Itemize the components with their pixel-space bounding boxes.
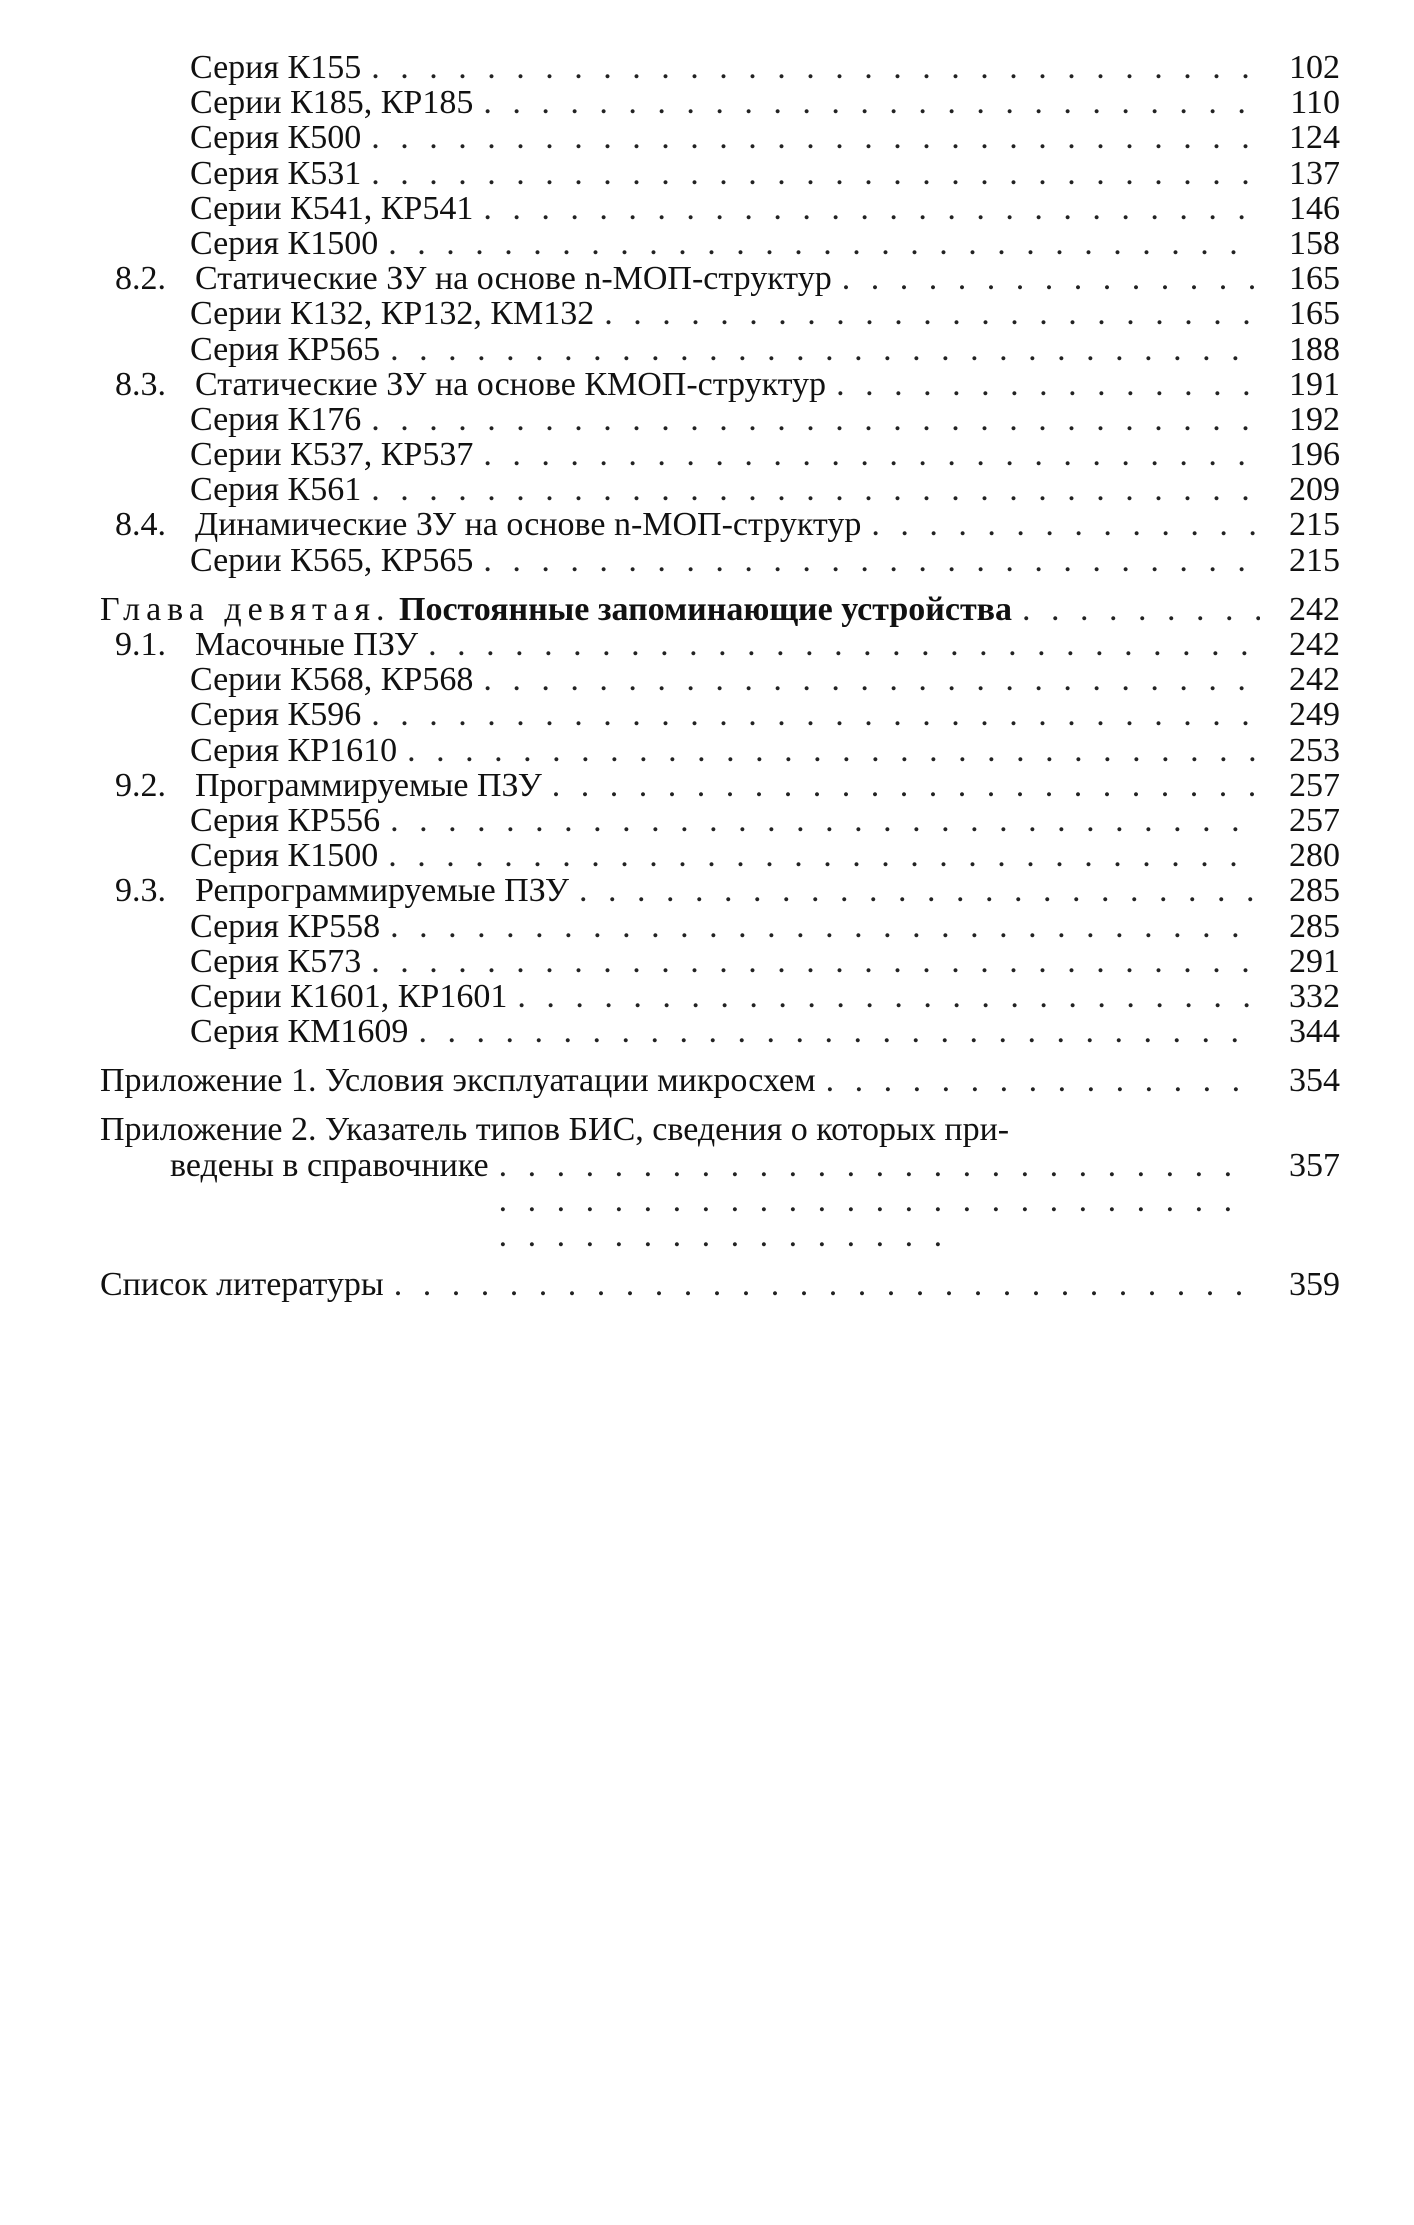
dot-leader <box>394 1267 1260 1302</box>
page-number: 191 <box>1289 365 1340 403</box>
appendix-1 <box>100 1063 1340 1098</box>
chapter-prefix: Глава девятая. <box>100 590 391 628</box>
dot-leader <box>483 437 1260 472</box>
dot-leader <box>517 979 1260 1014</box>
dot-leader <box>604 296 1260 331</box>
section-number: 8.2. <box>115 260 166 298</box>
series-entry <box>100 909 1340 944</box>
page-number: 124 <box>1289 119 1340 157</box>
dot-leader <box>371 697 1260 732</box>
entry-title: Динамические ЗУ на основе n-МОП-структур <box>195 506 862 544</box>
dot-leader <box>388 226 1260 261</box>
toc-section-9 <box>100 627 1340 1049</box>
chapter-heading <box>100 592 1340 627</box>
entry-title: Программируемые ПЗУ <box>195 766 542 804</box>
entry-title: Серии К537, КР537 <box>190 436 474 474</box>
entry-title: Серия К531 <box>190 154 362 192</box>
series-entry <box>100 733 1340 768</box>
page-number: 344 <box>1289 1013 1340 1051</box>
series-entry <box>100 156 1340 191</box>
section-number: 9.2. <box>115 766 166 804</box>
dot-leader <box>483 543 1260 578</box>
section-number: 9.1. <box>115 626 166 663</box>
entry-title: Серия К1500 <box>190 837 379 875</box>
section-entry <box>100 627 1340 662</box>
section-entry <box>100 261 1340 296</box>
entry-title: Серии К565, КР565 <box>190 541 474 579</box>
page-number: 285 <box>1289 872 1340 910</box>
section-entry <box>100 768 1340 803</box>
entry-title: Репрограммируемые ПЗУ <box>195 872 569 910</box>
entry-title: Серия КР556 <box>190 801 381 839</box>
dot-leader <box>483 85 1260 120</box>
appendix-2 <box>100 1112 1340 1253</box>
series-entry <box>100 226 1340 261</box>
page-number: 209 <box>1289 471 1340 509</box>
section-entry <box>100 367 1340 402</box>
references-title: Список литературы <box>100 1266 384 1304</box>
dot-leader <box>499 1148 1260 1254</box>
page-number: 188 <box>1289 330 1340 368</box>
dot-leader <box>371 402 1260 437</box>
series-entry <box>100 296 1340 331</box>
dot-leader <box>483 191 1260 226</box>
page-number: 146 <box>1289 189 1340 227</box>
toc-section-8 <box>100 50 1340 578</box>
page-number: 242 <box>1289 626 1340 663</box>
dot-leader <box>371 120 1260 155</box>
page-number: 257 <box>1289 801 1340 839</box>
entry-title: Серия К155 <box>190 49 362 86</box>
series-entry <box>100 191 1340 226</box>
entry-title: Серия КР565 <box>190 330 381 368</box>
dot-leader <box>871 507 1260 542</box>
series-entry <box>100 402 1340 437</box>
dot-leader <box>390 909 1260 944</box>
dot-leader <box>371 472 1260 507</box>
page-number: 137 <box>1289 154 1340 192</box>
dot-leader <box>1022 592 1260 627</box>
series-entry <box>100 1014 1340 1049</box>
dot-leader <box>407 733 1260 768</box>
page-number: 285 <box>1289 907 1340 945</box>
dot-leader <box>826 1063 1260 1098</box>
page-number: 253 <box>1289 731 1340 769</box>
dot-leader <box>371 50 1260 85</box>
entry-title: Серия К176 <box>190 400 362 438</box>
series-entry <box>100 437 1340 472</box>
series-entry <box>100 332 1340 367</box>
entry-title: Серии К132, КР132, КМ132 <box>190 295 595 333</box>
series-entry <box>100 543 1340 578</box>
series-entry <box>100 979 1340 1014</box>
page-number: 165 <box>1289 295 1340 333</box>
appendix-1-title: Приложение 1. Условия эксплуатации микросхем <box>100 1062 816 1100</box>
section-entry <box>100 507 1340 542</box>
page-number: 215 <box>1289 541 1340 579</box>
series-entry <box>100 838 1340 873</box>
entry-title: Серия К500 <box>190 119 362 157</box>
page-number: 280 <box>1289 837 1340 875</box>
dot-leader <box>836 367 1260 402</box>
page-number: 165 <box>1289 260 1340 298</box>
dot-leader <box>371 944 1260 979</box>
appendix-2-title-line1: Приложение 2. Указатель типов БИС, сведения о которых при- <box>100 1111 1010 1149</box>
entry-title: Серия К1500 <box>190 224 379 262</box>
references <box>100 1267 1340 1302</box>
dot-leader <box>371 156 1260 191</box>
entry-title: Серия К573 <box>190 942 362 980</box>
entry-title: Серия КМ1609 <box>190 1013 409 1051</box>
series-entry <box>100 50 1340 85</box>
page-number: 257 <box>1289 766 1340 804</box>
section-number: 8.3. <box>115 365 166 403</box>
section-number: 9.3. <box>115 872 166 910</box>
page-number: 102 <box>1289 49 1340 86</box>
series-entry <box>100 803 1340 838</box>
entry-title: Серия КР1610 <box>190 731 398 769</box>
page-number: 242 <box>1289 590 1340 628</box>
page-number: 196 <box>1289 436 1340 474</box>
entry-title: Статические ЗУ на основе КМОП-структур <box>195 365 827 403</box>
entry-title: Серии К185, КР185 <box>190 84 474 122</box>
series-entry <box>100 662 1340 697</box>
series-entry <box>100 120 1340 155</box>
series-entry <box>100 472 1340 507</box>
page-number: 357 <box>1289 1146 1340 1184</box>
page-number: 158 <box>1289 224 1340 262</box>
entry-title: Серия К596 <box>190 696 362 734</box>
series-entry <box>100 85 1340 120</box>
page-number: 359 <box>1289 1266 1340 1304</box>
appendix-2-title-line2: ведены в справочнике <box>170 1146 489 1184</box>
section-entry <box>100 873 1340 908</box>
dot-leader <box>579 873 1260 908</box>
entry-title: Серии К541, КР541 <box>190 189 474 227</box>
page-number: 192 <box>1289 400 1340 438</box>
chapter-title: Постоянные запоминающие устройства <box>399 590 1013 628</box>
page-number: 242 <box>1289 661 1340 699</box>
series-entry <box>100 944 1340 979</box>
table-of-contents <box>100 50 1340 1302</box>
entry-title: Масочные ПЗУ <box>195 626 419 663</box>
dot-leader <box>552 768 1260 803</box>
page-number: 291 <box>1289 942 1340 980</box>
entry-title: Серии К568, КР568 <box>190 661 474 699</box>
dot-leader <box>390 332 1260 367</box>
dot-leader <box>418 1014 1260 1049</box>
entry-title: Серии К1601, КР1601 <box>190 977 508 1015</box>
dot-leader <box>483 662 1260 697</box>
page-number: 354 <box>1289 1062 1340 1100</box>
dot-leader <box>842 261 1260 296</box>
section-number: 8.4. <box>115 506 166 544</box>
page-number: 215 <box>1289 506 1340 544</box>
entry-title: Статические ЗУ на основе n-МОП-структур <box>195 260 832 298</box>
entry-title: Серия КР558 <box>190 907 381 945</box>
page-number: 249 <box>1289 696 1340 734</box>
page-number: 332 <box>1289 977 1340 1015</box>
dot-leader <box>428 627 1260 662</box>
series-entry <box>100 697 1340 732</box>
entry-title: Серия К561 <box>190 471 362 509</box>
dot-leader <box>388 838 1260 873</box>
page-number: 110 <box>1290 84 1340 122</box>
dot-leader <box>390 803 1260 838</box>
